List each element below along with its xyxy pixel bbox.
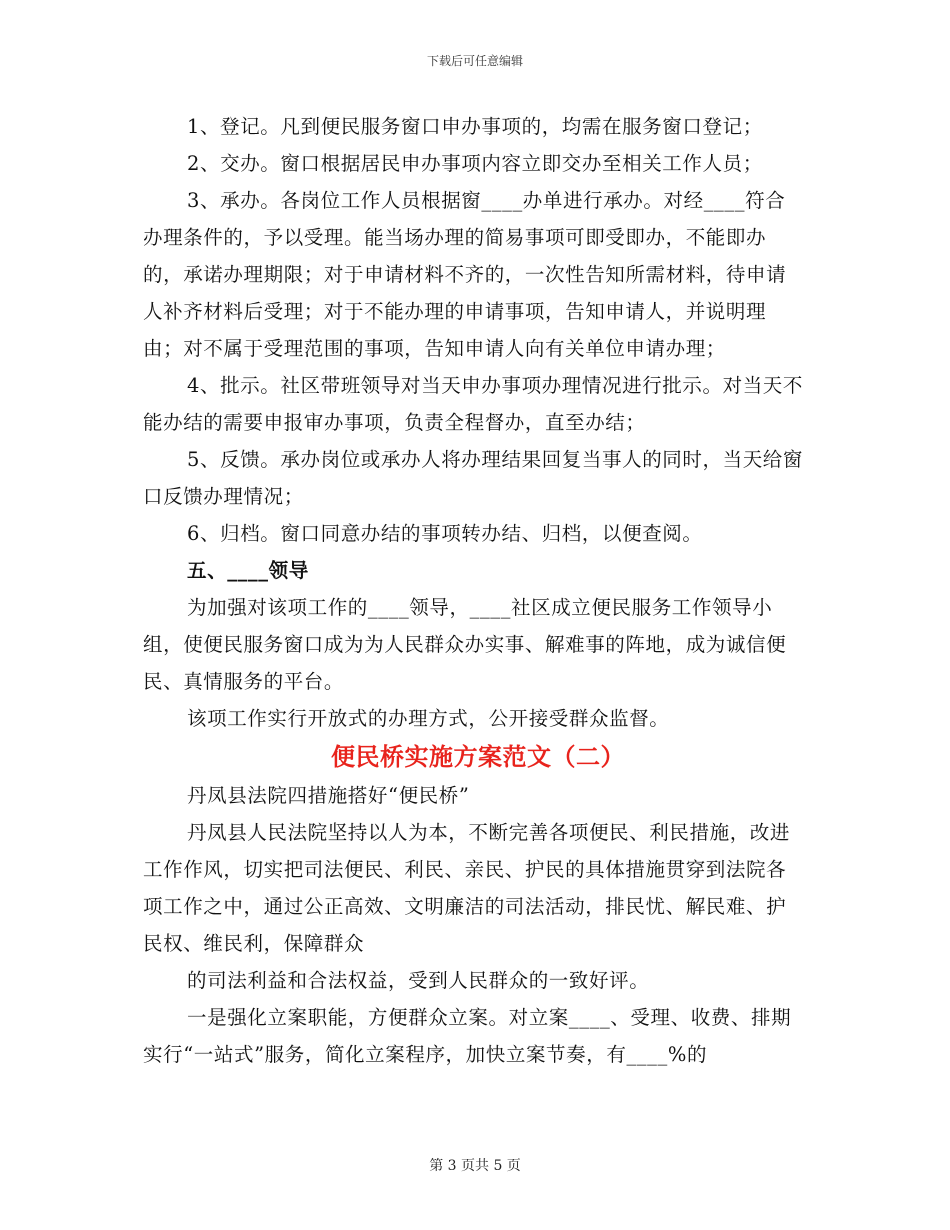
list-item-archive: 6、归档。窗口同意办结的事项转办结、归档，以便查阅。	[187, 522, 703, 545]
list-item-feedback: 5、反馈。承办岗位或承办人将办理结果回复当事人的同时，当天给窗口反馈办理情况；	[143, 448, 804, 508]
page-footer: 第 3 页共 5 页	[429, 1158, 521, 1174]
section-heading: 五、____领导	[187, 559, 309, 582]
page-header: 下载后可任意编辑	[426, 54, 523, 68]
article-paragraph: 一是强化立案职能，方便群众立案。对立案____、受理、收费、排期实行“一站式”服务，简化立案程序，加快立案节奏，有____%的	[143, 1006, 792, 1066]
list-item-approve: 4、批示。社区带班领导对当天申办事项办理情况进行批示。对当天不能办结的需要申报审办事项，负责全程督办，直至办结；	[143, 374, 804, 434]
article-subtitle: 丹凤县法院四措施搭好“便民桥”	[187, 784, 470, 807]
article-paragraph: 丹凤县人民法院坚持以人为本，不断完善各项便民、利民措施，改进工作作风，切实把司法便民、利民、亲民、护民的具体措施贯穿到法院各项工作之中，通过公正高效、文明廉洁的司法活动，排民忧、解民难、护民权、维民利，保障群众	[143, 821, 791, 955]
article-paragraph: 的司法利益和合法权益，受到人民群众的一致好评。	[187, 969, 650, 992]
document-title: 便民桥实施方案范文（二）	[331, 742, 625, 771]
list-item-assign: 2、交办。窗口根据居民申办事项内容立即交办至相关工作人员；	[187, 152, 763, 175]
section-paragraph: 该项工作实行开放式的办理方式，公开接受群众监督。	[187, 707, 670, 730]
list-item-handle: 3、承办。各岗位工作人员根据窗____办单进行承办。对经____符合办理条件的，予以受理。能当场办理的简易事项可即受即办，不能即办的，承诺办理期限；对于申请材料不齐的，一次性告知所需材料，待申请人补齐材料后受理；对于不能办理的申请事项，告知申请人，并说明理由；对不属于受理范围的事项，告知申请人向有关单位申请办理；	[143, 189, 787, 360]
document-body	[143, 108, 803, 1073]
section-paragraph: 为加强对该项工作的____领导，____社区成立便民服务工作领导小组，使便民服务窗口成为为人民群众办实事、解难事的阵地，成为诚信便民、真情服务的平台。	[143, 596, 787, 693]
list-item-register: 1、登记。凡到便民服务窗口申办事项的，均需在服务窗口登记；	[187, 115, 763, 138]
